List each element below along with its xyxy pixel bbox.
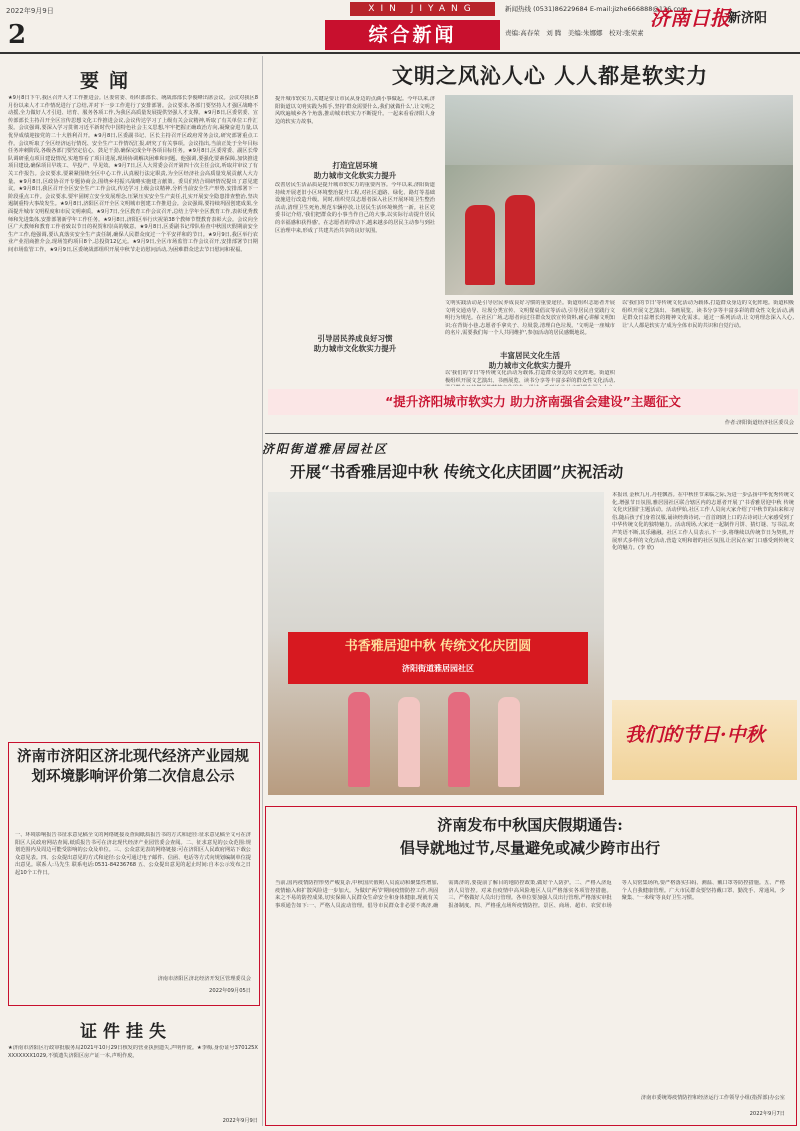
event-banner [288, 632, 588, 684]
child-figure [498, 697, 520, 787]
notice-issuer: 济南市委统筹疫情防控和经济运行工作领导小组(指挥部)办公室 [640, 1095, 785, 1101]
yaowen-text: ★9月8日下午,我区召开人才工作推进会。区委常委、组织部部长、统战部部长李俊峰出席会议。会议对我区8月份以来人才工作情况进行了总结,并对下一步工作进行了安排部署。会议要求,各部门要坚持人才强区战略不动摇,全力做好人才引进、培育、服务各项工作,为我区高质量发展提供坚强人才支撑。★9月8日,区委常委、宣传部部长主持召开全区宣传思想文化工作推进会议,会议传达学习了上级有关会议精神,听取了有关单位工作汇报。会议强调,要深入学习贯彻习近平新时代中国特色社会主义思想,牢牢把握正确政治方向,凝聚奋进力量,以优异成绩迎接党的二十大胜利召开。★9月8日,区委副书记、区长主持召开区政府常务会议,研究部署重点工作。会议听取了全区经济运行情况、安全生产工作情况汇报,研究了有关事项。会议指出,当前正处于全年目标任务冲刺阶段,各级各部门要坚定信心、鼓足干劲,确保完成全年各项目标任务。★9月8日,区委常委、副区长带队调研重点项目建设情况,实地察看了项目进展,现场协调解决困难和问题。他强调,要强化要素保障,加快推进项目建设,确保项目早竣工、早投产、早见效。★9月7日,区人大常委会召开第四十次主任会议,听取并审议了有关工作报告。会议要求,要紧紧围绕全区中心工作,认真履行法定职责,为全区经济社会高质量发展贡献人大力量。★9月8日,区政协召开专题协商会,围绕乡村振兴战略实施建言献策。委员们结合调研情况提出了意见建议。★9月8日,我区召开全区安全生产工作会议,传达学习上级会议精神,分析当前安全生产形势,安排部署下一阶段重点工作。会议要求,要牢固树立安全发展理念,压紧压实安全生产责任,扎实开展安全隐患排查整治,坚决遏制重特大事故发生。★9月8日,济阳区召开全区文明城市创建工作推进会。会议强调,要持续巩固创建成果,全面提升城市文明程度和市民文明素质。★9月7日,全区教育工作会议召开,总结上学年全区教育工作,表彰优秀教师和先进集体,安排部署新学年工作任务。★9月8日,济阳区举行庆祝第38个教师节暨教育表彰大会。会议向全区广大教师和教育工作者致以节日的祝贺和崇高的敬意。★9月8日,区委副书记带队检查中秋国庆假期前安全生产工作,他强调,要认真落实安全生产责任制,确保人民群众度过一个平安祥和的节日。★9月9日,我区举行农业产业招商推介会,现场签约项目8个,总投资12亿元。★9月9日,全区市场监管工作会议召开,安排部署节日期间市场监管工作。★9月9日,区委统战部组织开展中秋节走访慰问活动,为困难群众送去节日慰问和祝福。 [8, 95, 258, 253]
lead-sub2b: 助力城市文化软实力提升 [313, 344, 397, 353]
child-figure [448, 692, 470, 787]
newspaper-logo-sub: 新济阳 [728, 11, 768, 26]
lead-sub1: 打造宜居环境 [332, 161, 378, 170]
lead-byline: 作者:济阳街道经济社区委员会 [724, 420, 794, 426]
lead-sub3b: 助力城市文化软实力提升 [488, 361, 572, 370]
gongshi-date: 2022年09月05日 [209, 988, 251, 994]
zhengshu-heading: 证件挂失 [80, 1022, 172, 1042]
festival-graphic-text: 我们的节日·中秋 [625, 724, 765, 746]
editor-credits: 责编:高春荣 刘 腾 美编:朱娜娜 校对:张荣素 [505, 29, 644, 37]
column-rule-left [262, 56, 263, 1126]
gongshi-issuer: 济南市济阳区济北经济开发区管理委员会 [157, 976, 251, 982]
gongshi-text: 一、环境影响报告书征求意见稿全文的网络链接及查阅纸质报告书的方式和途径:征求意见稿全文可在济阳区人民政府网站查阅,纸质报告书可在济北现代经济产业园管委会查阅。二、征求意见的公众范围:规划范围内及周边可能受影响的公众及单位。三、公众意见表的网络链接:可在济阳区人民政府网站下载公众意见表。四、公众提出意见的方式和途径:公众可通过电子邮件、信函、电话等方式向规划编制单位提出意见。联系人:马先生 联系电话:0531-84236768 五、公众提出意见的起止时间:自本公示发布之日起10个工作日。 [15, 832, 251, 876]
jiyang-title: 开展“书香雅居迎中秋 传统文化庆团圆”庆祝活动 [290, 462, 624, 481]
zhengshu-date: 2022年9月9日 [222, 1118, 258, 1124]
mid-rule [265, 433, 798, 434]
xin-jiyang-band: XIN JIYANG [350, 2, 495, 16]
essay-banner: “提升济阳城市软实力 助力济南强省会建设”主题征文 [268, 389, 798, 415]
issue-date: 2022年9月9日 [6, 7, 54, 15]
lead-col2: 文明实践活动是引导居民养成良好习惯的重要途径。街道组织志愿者开展文明交通劝导、垃圾分类宣传、文明餐桌倡议等活动,引导居民自觉践行文明行为规范。在社区广场,志愿者向过往群众发放宣传资料,耐心讲解文明知识;在背街小巷,志愿者手拿夹子、垃圾袋,清理白色垃圾。'文明是一座城市的名片,需要我们每一个人共同维护',参加活动的居民感慨地说。 [445, 300, 615, 337]
event-banner-org: 济阳街道雅居园社区 [402, 664, 474, 673]
jiyang-text: 本报讯 金秋九月,丹桂飘香。在中秋佳节来临之际,为进一步弘扬中华优秀传统文化,增强节日氛围,雅居园社区联合辖区内的志愿者开展了'书香雅居迎中秋 传统文化庆团圆'主题活动。活动伊始,社区工作人员向大家介绍了中秋节的由来和习俗,随后孩子们身着汉服,诵读经典诗词,一首首朗朗上口的古诗词让大家感受到了中华传统文化的独特魅力。活动现场,大家还一起制作月饼、猜灯谜、写书法,欢声笑语不断,其乐融融。社区工作人员表示,下一步,将继续以传统节日为契机,开展形式多样的文化活动,营造文明和谐的社区氛围,让居民在家门口感受到传统文化的魅力。(李 欣) [612, 492, 794, 552]
news-hotline: 新闻热线 (0531)86229684 E-mail:jizhe666888@126.com [505, 5, 688, 13]
notice-date: 2022年9月7日 [749, 1111, 785, 1117]
yaowen-heading: 要闻 [80, 70, 139, 92]
notice-text: 当前,国内疫情防控形势严峻复杂,中秋国庆假期人员流动和聚集性增加,疫情输入和扩散风险进一步加大。为做好'两节'期间疫情防控工作,巩固来之不易的防控成果,切实保障人民群众生命安全和身体健康,现就有关事项通告如下:一、严格人员流动管理。倡导市民群众非必要不离济,确需离济的,要提前了解目的地防控政策,做好个人防护。二、严格入济返济人员管控。对来自疫情中高风险地区人员严格落实各项管控措施。三、严格做好人员出行管理。各单位要加强人员出行管理,严格落实审批报备制度。四、严格重点场所疫情防控。景区、商场、超市、农贸市场等人员密集场所,要严格落实扫码、测温、戴口罩等防控措施。五、严格个人自我健康管理。广大市民群众要坚持戴口罩、勤洗手、常通风、少聚集、'一米线'等良好卫生习惯。 [275, 880, 785, 909]
lead-sub1b: 助力城市文化软实力提升 [313, 171, 397, 180]
event-banner-text: 书香雅居迎中秋 传统文化庆团圆 [344, 639, 532, 654]
lead-title: 文明之风沁人心 人人都是软实力 [391, 63, 709, 88]
newspaper-logo: 济南日报 [650, 6, 730, 30]
header-rule [0, 52, 800, 54]
lead-col4: 以'我们的节日'等传统文化活动为载体,打造群众身边的文化阵地。街道积极组织开展文艺演出、书画展览、读书分享等丰富多彩的群众性文化活动,满足群众日益增长的精神文化需求。通过一系列活动,让文明理念深入人心,让'人人都是软实力'成为全体市民的共识和自觉行动。 [622, 300, 794, 329]
lead-intro: 提升城市软实力,关键是要让市民从身边的点滴小事做起。今年以来,济阳街道以文明实践为抓手,坚持'群众需要什么,我们就做什么',让文明之风吹遍城乡各个角落,推动城市软实力不断提升。一起来看看济阳人身边的软实力故事。 [275, 96, 435, 125]
notice-title-line1: 济南发布中秋国庆假期通告: [437, 816, 623, 834]
lead-col3: 以'我们的节日'等传统文化活动为载体,打造群众身边的文化阵地。街道积极组织开展文艺演出、书画展览、读书分享等丰富多彩的群众性文化活动, [445, 370, 615, 384]
page-number: 2 [8, 20, 27, 50]
section-title: 综合新闻 [325, 20, 500, 50]
lead-sub3: 丰富居民文化生活 [500, 351, 560, 360]
jiyang-photo [268, 492, 604, 795]
lead-photo-volunteers [445, 95, 793, 295]
volunteer-figure [505, 195, 535, 285]
lead-col1: 改善居民生活品质是提升城市软实力的重要内容。今年以来,济阳街道持续开展老旧小区环境整治提升工程,对社区道路、绿化、路灯等基础设施进行改造升级。同时,组织党员志愿者深入社区开展环境卫生整治活动,清理卫生死角,规范车辆停放,让居民生活环境焕然一新。社区党委书记介绍,'我们把群众的小事当作自己的大事,以实际行动提升居民的幸福感和获得感'。在志愿者的带动下,越来越多的居民主动参与到社区治理中来,形成了共建共治共享的良好氛围。 [275, 182, 435, 234]
child-figure [398, 697, 420, 787]
notice-title-line2: 倡导就地过节,尽量避免或减少跨市出行 [399, 839, 661, 857]
volunteer-figure [465, 205, 495, 285]
photo-sky [445, 95, 793, 165]
jiyang-kicker: 济阳街道雅居园社区 [262, 442, 389, 456]
zhengshu-text: ★济南市济阳区行政审批服务局2021年10月29日核发的营业执照遗失,声明作废。★李梅,身份证号370125XXXXXXXX1029,不慎遗失济阳区房产证一本,声明作废。 [8, 1045, 258, 1059]
lead-sub2: 引导居民养成良好习惯 [317, 334, 393, 343]
child-figure [348, 692, 370, 787]
gongshi-title: 济南市济阳区济北现代经济产业园规划环境影响评价第二次信息公示 [17, 748, 249, 785]
